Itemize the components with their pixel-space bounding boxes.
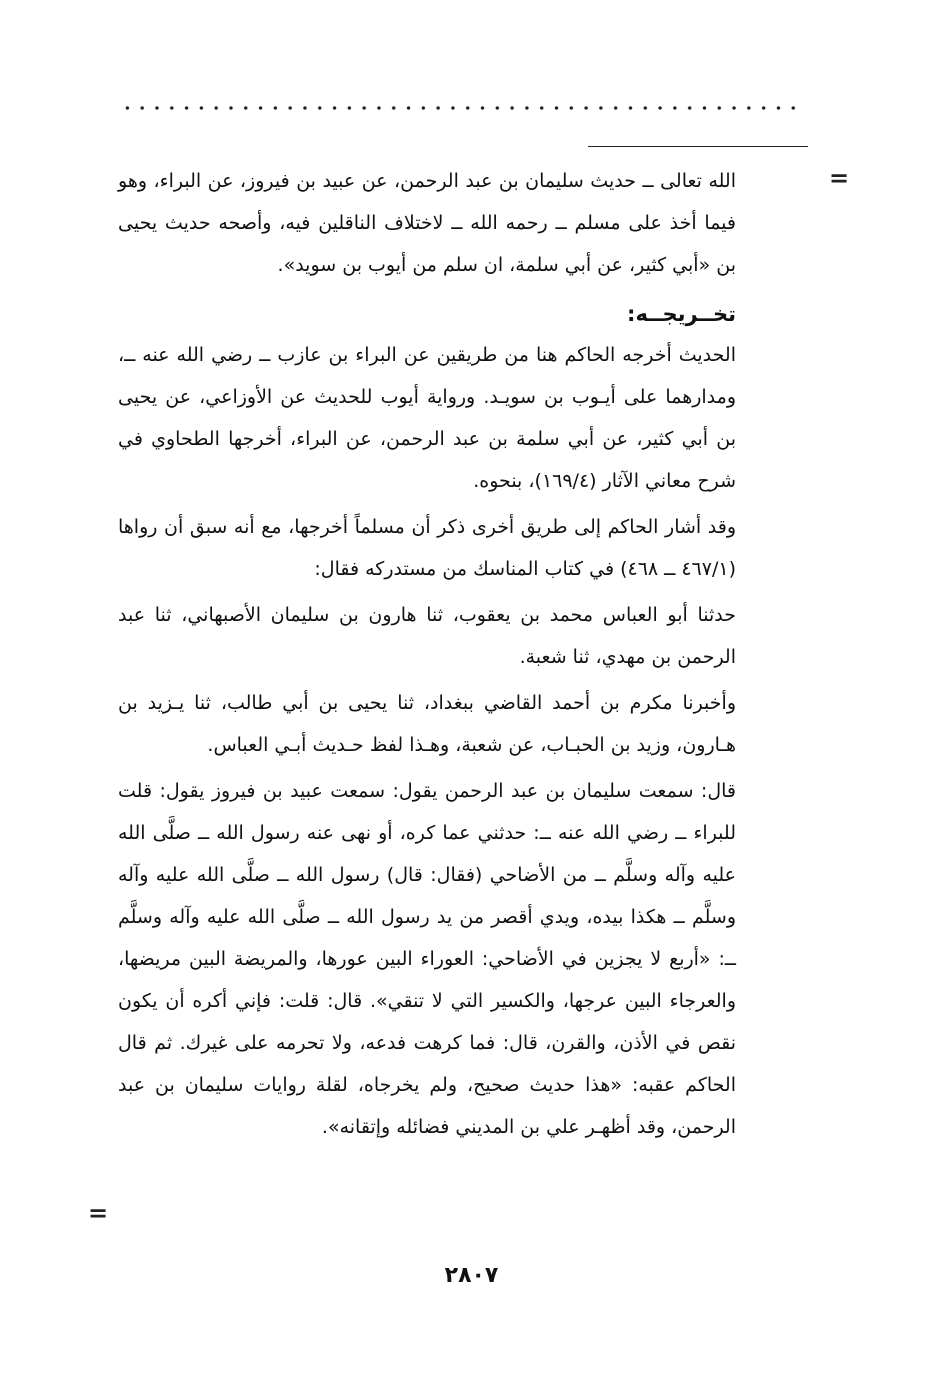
footnote-rule (588, 146, 808, 147)
paragraph-5: قال: سمعت سليمان بن عبد الرحمن يقول: سمعت عبيد بن فيروز يقول: قلت للبراء ــ رضي الله عنه ــ: حدثني عما كره، أو نهى عنه رسول الله ــ صلَّى الله عليه وآله وسلَّم ــ من الأضاحي (فقال: قال) رسول الله ــ صلَّى الله عليه وآله وسلَّم ــ هكذا بيده، ويدي أقصر من يد رسول الله ــ صلَّى الله عليه وآله وسلَّم ــ: «أربع لا يجزين في الأضاحي: العوراء البين عورها، والمريضة البين مريضها، والعرجاء البين عرجها، والكسير التي لا تنقي». قال: قلت: فإني أكره أن يكون نقص في الأذن، والقرن، قال: فما كرهت فدعه، ولا تحرمه على غيرك. ثم قال الحاكم عقبه: «هذا حديث صحيح، ولم يخرجاه، لقلة روايات سليمان بن عبد الرحمن، وقد أظهـر علي بن المديني فضائله وإتقانه». (118, 780, 736, 1138)
intro-paragraph: الله تعالى ــ حديث سليمان بن عبد الرحمن، عن عبيد بن فيروز، عن البراء، وهو فيما أخذ على مسلم ــ رحمه الله ــ لاختلاف الناقلين فيه، وأصحه حديث يحيى بن «أبي كثير، عن أبي سلمة، ان سلم من أيوب بن سويد». (118, 170, 736, 276)
page-number: ٢٨٠٧ (444, 1263, 499, 1288)
footnote-body (118, 160, 736, 1148)
paragraph-2: وقد أشار الحاكم إلى طريق أخرى ذكر أن مسلماً أخرجها، مع أنه سبق أن رواها (٤٦٧/١ ــ ٤٦٨) في كتاب المناسك من مستدركه فقال: (118, 516, 736, 580)
dotted-separator (120, 106, 805, 110)
paragraph-3: حدثنا أبو العباس محمد بن يعقوب، ثنا هارون بن سليمان الأصبهاني، ثنا عبد الرحمن بن مهدي، ثنا شعبة. (118, 604, 736, 668)
paragraph-4: وأخبرنا مكرم بن أحمد القاضي ببغداد، ثنا يحيى بن أبي طالب، ثنا يـزيد بن هـارون، وزيد بن الحبـاب، عن شعبة، وهـذا لفظ حـديث أبـي العباس. (118, 692, 736, 756)
margin-mark-bottom: = (88, 1198, 109, 1227)
paragraph-1: الحديث أخرجه الحاكم هنا من طريقين عن البراء بن عازب ــ رضي الله عنه ــ، ومدارهما على أيـوب بن سويـد. ورواية أيوب للحديث عن الأوزاعي، عن يحيى بن أبي كثير، عن أبي سلمة بن عبد الرحمن، عن البراء، أخرجها الطحاوي في شرح معاني الآثار (١٦٩/٤)، بنحوه. (118, 344, 736, 492)
section-heading: تخــريجــه: (627, 302, 736, 326)
margin-mark-top: = (829, 163, 850, 192)
